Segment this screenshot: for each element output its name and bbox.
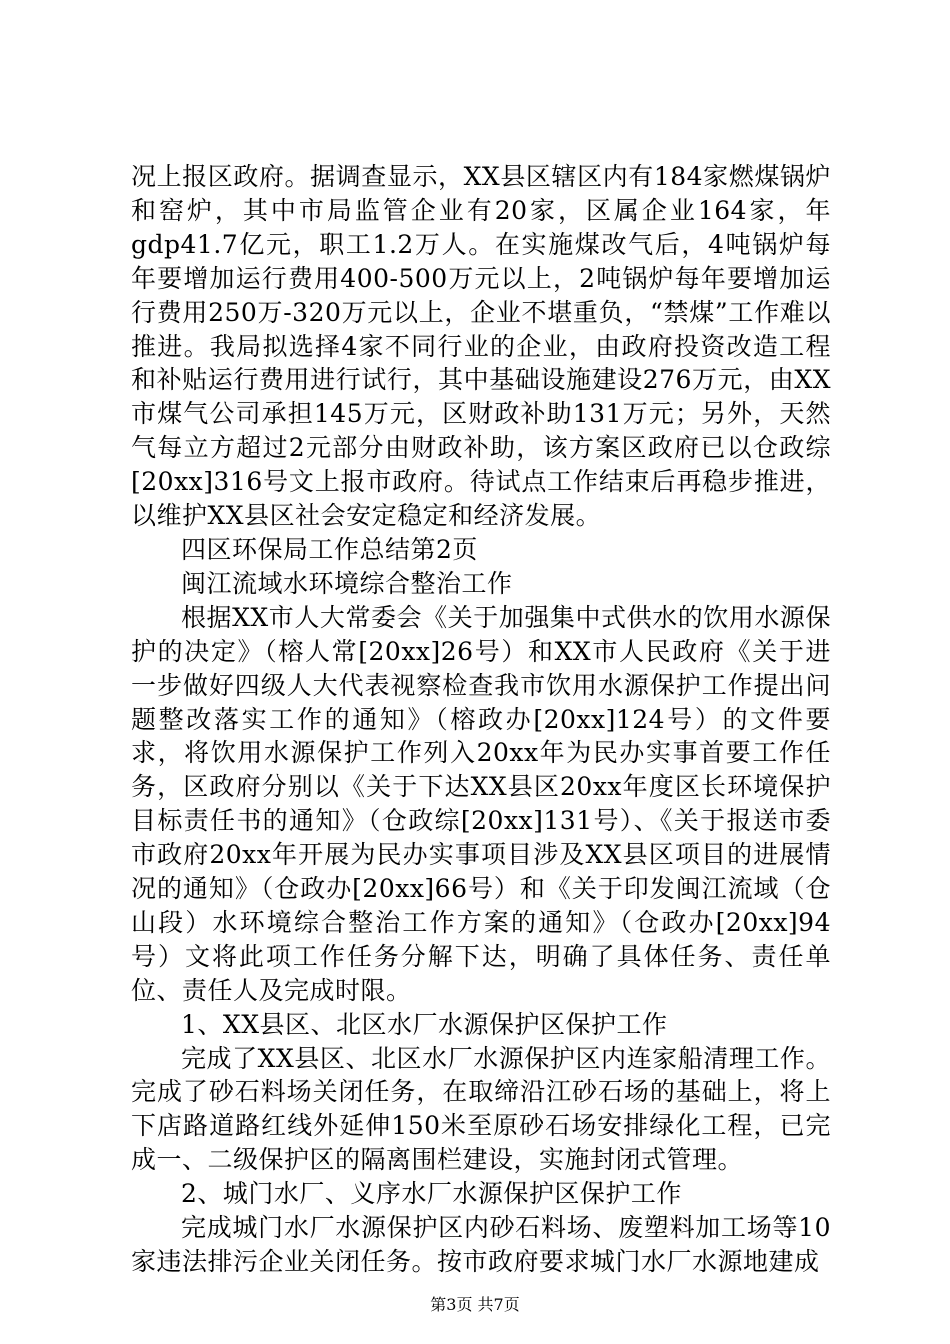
section-page-marker: 四区环保局工作总结第2页 [181, 534, 478, 564]
paragraph-basis: 根据XX市人大常委会《关于加强集中式供水的饮用水源保护的决定》（榕人常[20xx]26号）和XX市人民政府《关于进一步做好四级人大代表视察检查我市饮用水源保护工作提出问题整改落实工作的通知》（榕政办[20xx]124号）的文件要求，将饮用水源保护工作列入20xx年为民办实事首要工作任务，区政府分别以《关于下达XX县区20xx年度区长环境保护目标责任书的通知》（仓政综[20xx]131号）、《关于报送市委市政府20xx年开展为民办实事项目涉及XX县区项目的进展情况的通知》（仓政办[20xx]66号）和《关于印发闽江流域（仓山段）水环境综合整治工作方案的通知》（仓政办[20xx]94号）文将此项工作任务分解下达，明确了具体任务、责任单位、责任人及完成时限。 [131, 602, 831, 1005]
document-body [131, 160, 831, 1279]
subsection-heading-1: 1、XX县区、北区水厂水源保护区保护工作 [181, 1009, 668, 1039]
subsection-heading-2: 2、城门水厂、义序水厂水源保护区保护工作 [181, 1179, 682, 1209]
paragraph-subsection-1: 完成了XX县区、北区水厂水源保护区内连家船清理工作。完成了砂石料场关闭任务，在取缔沿江砂石场的基础上，将上下店路道路红线外延伸150米至原砂石场安排绿化工程，已完成一、二级保护区的隔离围栏建设，实施封闭式管理。 [131, 1043, 831, 1175]
paragraph-continuation: 况上报区政府。据调查显示，XX县区辖区内有184家燃煤锅炉和窑炉，其中市局监管企业有20家，区属企业164家，年gdp41.7亿元，职工1.2万人。在实施煤改气后，4吨锅炉每年要增加运行费用400-500万元以上，2吨锅炉每年要增加运行费用250万-320万元以上，企业不堪重负，“禁煤”工作难以推进。我局拟选择4家不同行业的企业，由政府投资改造工程和补贴运行费用进行试行，其中基础设施建设276万元，由XX市煤气公司承担145万元，区财政补助131万元；另外，天然气每立方超过2元部分由财政补助，该方案区政府已以仓政综[20xx]316号文上报市政府。待试点工作结束后再稳步推进，以维护XX县区社会安定稳定和经济发展。 [131, 162, 831, 531]
section-heading: 闽江流域水环境综合整治工作 [181, 568, 513, 598]
page-footer: 第3页 共7页 [430, 1295, 520, 1314]
paragraph-subsection-2: 完成城门水厂水源保护区内砂石料场、废塑料加工场等10家违法排污企业关闭任务。按市政府要求城门水厂水源地建成 [131, 1213, 831, 1276]
